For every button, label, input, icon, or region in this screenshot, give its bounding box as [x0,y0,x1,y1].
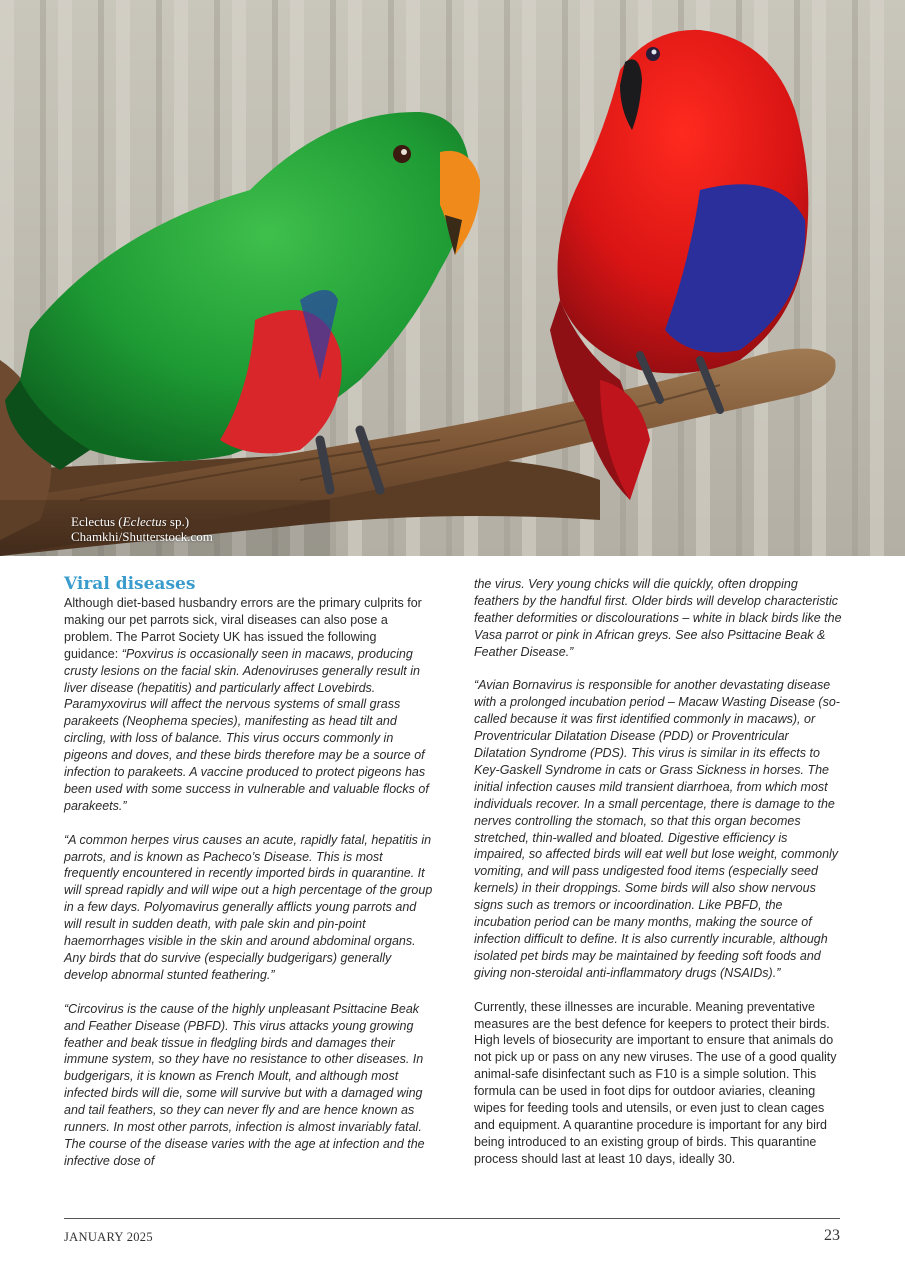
paragraph: “Circovirus is the cause of the highly unpleasant Psittacine Beak and Feather Disease (PBFD). This virus attacks young growing feather and beak tissue in fledgling birds and damages their immune system, so they have no resistance to other diseases. In budgerigars, it is known as French Moult, and although most infected birds will die, some will survive but with a damaged wing and tail feathers, so they can never fly and are hence known as runners. In most other parrots, infection is almost invariably fatal. The course of the disease varies with the age at infection and the infective dose of [64,1001,425,1168]
article-column-left [64,574,434,1187]
footer-divider [64,1218,840,1219]
article-column-right [474,576,842,1185]
caption-species: Eclectus (Eclectus sp.) [71,514,190,529]
parrots-illustration [0,0,905,556]
caption-credit: Chamkhi/Shutterstock.com [71,529,213,544]
paragraph: “A common herpes virus causes an acute, rapidly fatal, hepatitis in parrots, and is known as Pacheco’s Disease. This is most frequently encountered in recently imported birds in quarantine. It will spread rapidly and will wipe out a high percentage of the group in a few days. Polyomavirus generally afflicts young parrots and will result in sudden death, with pale skin and pin-point haemorrhages visible in the skin and around abdominal organs. Any birds that do survive (especially budgerigars) generally develop abnormal stunted feathering.” [64,832,433,982]
issue-date: JANUARY 2025 [64,1230,153,1244]
page-number: 23 [824,1227,840,1244]
paragraph: Although diet-based husbandry errors are the primary culprits for making our pet parrots sick, viral diseases can also pose a problem. The Parrot Society UK has issued the following guidance: “Poxvirus is occasionally seen in macaws, producing crusty lesions on the facial skin. Adenoviruses generally result in liver disease (hepatitis) and particularly affect Lovebirds. Paramyxovirus will affect the nervous systems of small grass parakeets (Neophema species), manifesting as head tilt and circling, with loss of balance. This virus occurs commonly in pigeons and doves, and these birds therefore may be a source of infection to parakeets. A vaccine produced to protect pigeons has been used with some success in vulnerable and valuable flocks of parakeets.” [64,596,429,813]
paragraph: Currently, these illnesses are incurable. Meaning preventative measures are the best defence for keepers to protect their birds. High levels of biosecurity are important to ensure that animals do not pick up or pass on any new viruses. The use of a good quality animal-safe disinfectant such as F10 is a simple solution. This formula can be used in foot dips for outdoor aviaries, cleaning wipes for feeding tools and utensils, or even just to clean cages and equipment. A quarantine procedure is important for any bird being introduced to an existing group of birds. This quarantine process should last at least 10 days, ideally 30. [474,999,837,1166]
hero-photo [0,0,905,556]
section-heading: Viral diseases [64,574,196,594]
photo-caption [71,514,213,544]
paragraph: the virus. Very young chicks will die quickly, often dropping feathers by the handful first. Older birds will develop characteristic feather deformities or discolourations – white in black birds like the Vasa parrot or pink in African greys. See also Psittacine Beak & Feather Disease.” [474,577,842,659]
paragraph: “Avian Bornavirus is responsible for another devastating disease with a prolonged incubation period – Macaw Wasting Disease (so-called because it was first identified commonly in macaws), or Proventricular Dilatation Disease (PDD) or Proventricular Dilatation Syndrome (PDS). This virus is similar in its effects to Key-Gaskell Syndrome in cats or Grass Sickness in horses. The initial infection causes mild transient diarrhoea, from which most individuals recover. In a small percentage, there is damage to the nerves controlling the stomach, so that this organ becomes stretched, thin-walled and bloated. Digestive efficiency is impaired, so affected birds will eat well but lose weight, commonly vomiting, and will pass undigested food items (especially seed kernels) in their droppings. Some birds will also show nervous signs such as tremors or incoordination. Like PBFD, the incubation period can be many months, making the source of infection difficult to define. It is also currently incurable, although isolated pet birds may be maintained by feeding soft foods and giving non-steroidal anti-inflammatory drugs (NSAIDs).” [474,678,840,980]
